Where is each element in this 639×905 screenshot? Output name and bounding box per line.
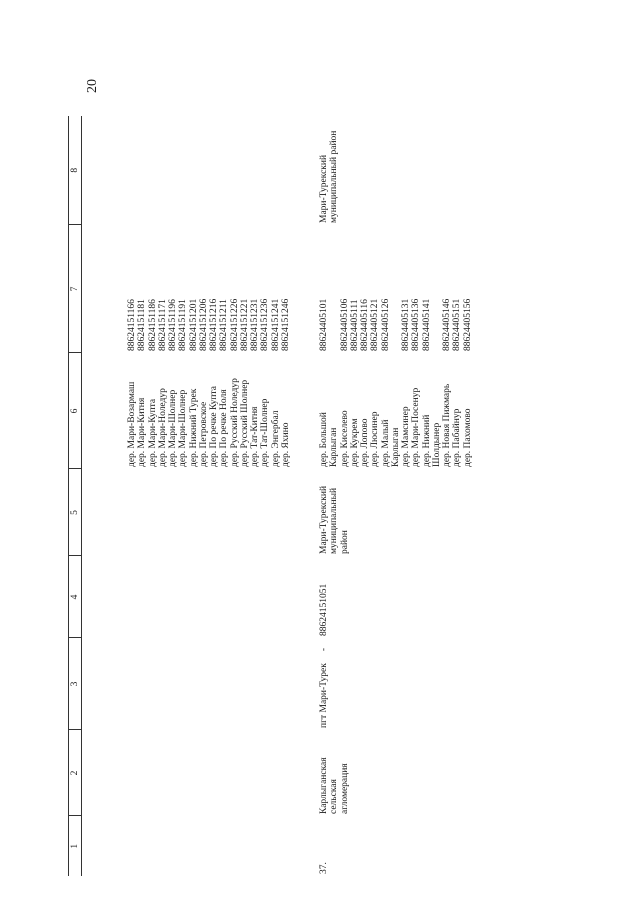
settlement-name: дер. Мари-Купта — [147, 398, 158, 467]
table-row-37 — [291, 116, 473, 876]
column-header-8: 8 — [69, 116, 82, 225]
settlement-code: 88624151191 — [178, 299, 189, 351]
settlement-name: дер. Энгербал — [270, 410, 281, 467]
settlement-code: 88624151241 — [270, 298, 281, 351]
settlement-name: дер. Нижний Турек — [188, 388, 199, 467]
settlement-code: 88624405156 — [462, 298, 473, 351]
settlement-code: 88624405111 — [349, 299, 360, 351]
cell-district-col8: Мари-Турекский муниципальный район — [319, 130, 340, 223]
settlement-code: 88624151206 — [198, 298, 209, 351]
agglomeration-table — [68, 116, 473, 876]
settlement-name: дер. Русский Шолнер — [239, 379, 250, 467]
header-row — [69, 116, 82, 876]
settlement-name-continued: Шолдынер — [431, 422, 442, 467]
settlement-code: 88624151211 — [219, 299, 230, 351]
settlement-name: дер. Мари-Шолнер — [178, 389, 189, 467]
cell-center-code: 88624151051 — [319, 583, 329, 636]
settlement-code: 88624151226 — [229, 298, 240, 351]
settlement-code: 88624405116 — [360, 299, 370, 351]
landscape-sheet — [68, 116, 604, 876]
settlement-code-spacer — [432, 225, 442, 351]
cell-center — [82, 638, 292, 730]
settlement-code: 88624151166 — [127, 299, 137, 351]
settlement-code: 88624151171 — [157, 299, 168, 351]
settlement-name: дер. Люсинер — [370, 411, 381, 467]
settlement-name: дер. Новая Пижмарь — [442, 383, 452, 467]
settlement-name: дер. Мамсинер — [401, 406, 411, 467]
settlement-code: 88624405141 — [421, 298, 432, 351]
settlement-code: 88624405146 — [442, 298, 452, 351]
settlement-code: 88624151216 — [209, 298, 219, 351]
settlement-code: 88624151186 — [147, 299, 158, 351]
cell-settlement-names — [291, 353, 473, 469]
settlement-code: 88624405106 — [339, 298, 350, 351]
column-header-1: 1 — [69, 816, 82, 876]
column-header-3: 3 — [69, 638, 82, 730]
cell-number: 37. — [319, 862, 329, 874]
settlement-name: дер. Пахомово — [462, 408, 473, 467]
settlement-name: дер. Мари-Возармаш — [127, 381, 137, 467]
cell-settlement-codes — [82, 225, 292, 353]
settlement-code: 88624405131 — [401, 298, 411, 351]
settlement-code: 88624405151 — [452, 298, 463, 351]
settlement-name: дер. Тат-Шолнер — [260, 398, 271, 467]
cell-center-code — [82, 556, 292, 638]
cell-district: Мари-Турекский муниципальный район — [319, 485, 350, 554]
settlement-name: дер. Яхино — [280, 422, 291, 467]
settlement-name: дер. Пабайнур — [452, 408, 463, 467]
settlement-code: 88624405121 — [370, 298, 381, 351]
cell-settlement-codes — [291, 225, 473, 353]
settlement-code: 88624151231 — [250, 298, 260, 351]
cell-number — [82, 816, 292, 876]
settlement-code-spacer — [329, 225, 339, 351]
column-header-7: 7 — [69, 225, 82, 353]
settlement-code: 88624151181 — [137, 299, 148, 351]
settlement-name: дер. По речке Купта — [209, 386, 219, 467]
settlement-code: 88624151221 — [239, 298, 250, 351]
settlement-name: дер. Русский Ноледур — [229, 378, 240, 467]
cell-agglomeration: Карлыганская сельская агломерация — [319, 757, 350, 814]
column-header-4: 4 — [69, 556, 82, 638]
column-header-2: 2 — [69, 730, 82, 816]
page-number: 20 — [85, 79, 100, 93]
settlement-name: дер. Большой — [319, 412, 329, 467]
settlement-name: дер. Мари-Китня — [137, 397, 148, 467]
settlement-name: дер. Киселево — [339, 410, 350, 467]
settlement-code: 88624151201 — [188, 298, 199, 351]
settlement-name: дер. По речке Ноля — [219, 389, 230, 467]
settlement-code-spacer — [391, 225, 401, 351]
settlement-name-continued: Карлыган — [329, 427, 340, 467]
settlement-name: дер. Мари-Шолнер — [168, 389, 178, 467]
settlement-code: 88624151246 — [280, 298, 291, 351]
table-row-continuation — [82, 116, 292, 876]
settlement-code: 88624405136 — [411, 298, 422, 351]
center-name: пгт Мари-Турек — [319, 663, 329, 728]
settlement-name: дер. Петровское — [198, 401, 209, 467]
settlement-code: 88624405101 — [319, 298, 329, 351]
center-marker: - — [319, 647, 329, 652]
settlement-name: дер. Мари-Ноледур — [157, 388, 168, 467]
settlement-name: дер. Мари-Посенур — [411, 387, 422, 467]
settlement-name: дер. Малый — [380, 419, 391, 467]
cell-center — [291, 638, 473, 730]
settlement-code: 88624151196 — [168, 299, 178, 351]
cell-agglomeration — [82, 730, 292, 816]
settlement-name: дер. Тат-Китня — [250, 406, 260, 467]
settlement-code: 88624151236 — [260, 298, 271, 351]
column-header-6: 6 — [69, 353, 82, 469]
settlement-name: дер. Кукрем — [349, 418, 360, 467]
cell-district-col8 — [82, 116, 292, 225]
column-header-5: 5 — [69, 469, 82, 556]
settlement-name: дер. Нижний — [421, 414, 432, 467]
settlement-code: 88624405126 — [380, 298, 391, 351]
cell-district — [82, 469, 292, 556]
settlement-name: дер. Лопово — [360, 418, 370, 467]
settlement-name-continued: Карлыган — [390, 427, 401, 467]
cell-settlement-names — [82, 353, 292, 469]
